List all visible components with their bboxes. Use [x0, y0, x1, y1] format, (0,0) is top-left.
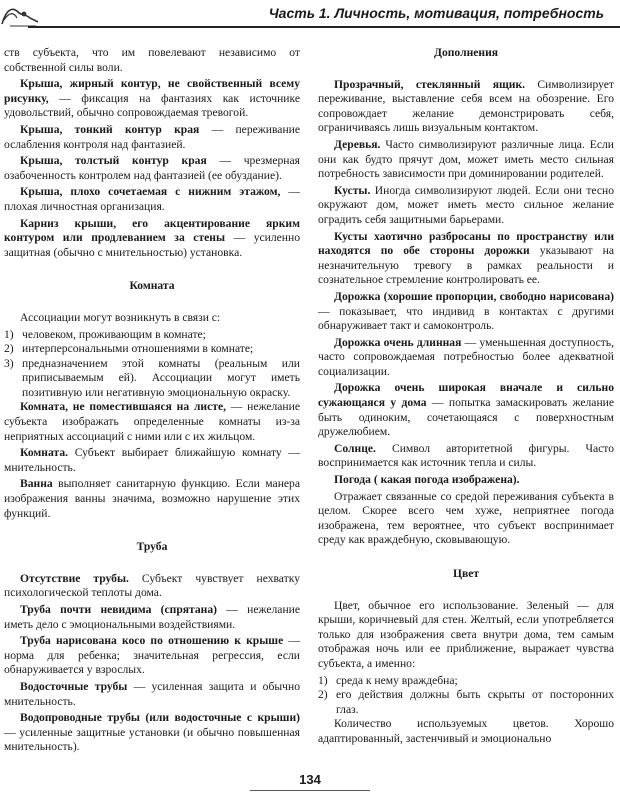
paragraph: Кусты. Иногда символизируют людей. Если они тесно окружают дом, может иметь место сильное желание оградить себя защитными барьерами.	[318, 183, 614, 226]
paragraph: Труба почти невидима (спрятана) — нежелание иметь дело с эмоциональными воздействиями.	[4, 603, 300, 631]
section-heading-color: Цвет	[452, 567, 480, 580]
paragraph: Водосточные трубы — усиленная защита и обычно мнительность.	[4, 679, 300, 708]
paragraph: Отсутствие трубы. Субъект чувствует нехватку психологической теплоты дома.	[4, 571, 300, 600]
section-heading-pipe: Труба	[136, 540, 168, 554]
page-header	[0, 0, 620, 30]
paragraph: Дорожка очень широкая вначале и сильно сужающаяся у дома — попытка замаскировать желание быть одиноким, сочетающаяся с поверхностным дружелюбием.	[318, 381, 614, 439]
color-list	[318, 674, 614, 718]
paragraph: Кусты хаотично разбросаны по пространству или находятся по обе стороны дорожки указывают на незначительную тревогу в рамках реальности и сознательное стремление контролировать ее.	[318, 229, 614, 287]
paragraph: Карниз крыши, его акцентирование ярким контуром или продлеванием за стены — усиленно защитная (обычно с мнительностью) установка.	[4, 216, 300, 259]
paragraph: Крыша, толстый контур края — чрезмерная озабоченность контролем над фантазией (ее обуздание).	[4, 154, 300, 182]
paragraph: Комната. Субъект выбирает ближайшую комнату — мнительность.	[4, 446, 300, 474]
right-column	[318, 46, 614, 749]
list-item: 2) интерперсональными отношениями в комнате;	[4, 342, 254, 356]
paragraph: Крыша, тонкий контур края — переживание ослабления контроля над фантазией.	[4, 122, 300, 151]
association-list	[4, 328, 300, 401]
list-item: 1) среда к нему враждебна;	[318, 673, 458, 687]
paragraph: Количество используемых цветов. Хорошо адаптированный, застенчивый и эмоционально	[318, 717, 614, 745]
page-number: 134	[299, 772, 321, 787]
list-item: 1) человеком, проживающим в комнате;	[4, 327, 206, 341]
paragraph: Дорожка очень длинная — уменьшенная доступность, часто сопровождаемая потребностью более адекватной социализации.	[318, 335, 614, 378]
paragraph: Отражает связанные со средой переживания субъекта в целом. Скорее всего чем хуже, неприятнее погода изображена, тем вероятнее, что субъект воспринимает среду как враждебную, сковывающую.	[318, 489, 614, 547]
paragraph: Комната, не поместившаяся на листе, — нежелание субъекта изображать определенные комнаты из-за неприятных ассоциаций с ними или с их жильцом.	[4, 400, 300, 443]
paragraph: ств субъекта, что им повелевают независимо от собственной силы воли.	[4, 46, 300, 74]
footer-divider	[250, 790, 370, 791]
left-column	[4, 46, 300, 757]
paragraph: Крыша, плохо сочетаемая с нижним этажом, — плохая личностная организация.	[4, 185, 300, 213]
section-heading-additions: Дополнения	[433, 46, 499, 59]
header-divider	[28, 26, 620, 28]
paragraph: Деревья. Часто символизируют различные лица. Если они как будто прячут дом, может иметь место сильная потребность зависимости при доминировании родителей.	[318, 137, 614, 181]
paragraph: Дорожка (хорошие пропорции, свободно нарисована) — показывает, что индивид в контактах с другими обнаруживает такт и самоконтроль.	[318, 289, 614, 333]
section-heading-room: Комната	[129, 279, 175, 293]
paragraph: Труба нарисована косо по отношению к крыше — норма для ребенка; значительная регрессия, если обнаруживается у взрослых.	[4, 634, 300, 677]
page-ornament-icon	[0, 2, 40, 28]
paragraph: Ассоциации могут возникнуть в связи с:	[20, 310, 221, 324]
paragraph: Ванна выполняет санитарную функцию. Если манера изображения ванны значима, возможно нарушение этих функций.	[4, 477, 300, 520]
paragraph: Прозрачный, стеклянный ящик. Символизирует переживание, выставление себя всем на обозрение. Его сопровождает желание демонстрировать себя, ограничиваясь лишь визуальным контактом.	[318, 77, 614, 135]
paragraph: Погода ( какая погода изображена).	[334, 473, 520, 487]
paragraph: Солнце. Символ авторитетной фигуры. Часто воспринимается как источник тепла и силы.	[318, 441, 614, 470]
paragraph: Водопроводные трубы (или водосточные с крыши) — усиленные защитные установки (и обычно повышенная мнительность).	[4, 711, 300, 754]
paragraph: Цвет, обычное его использование. Зеленый — для крыши, коричневый для стен. Желтый, если употребляется только для изображения света внутри дома, тем самым отображая ночь или ее приближение, выражает чувства субъекта, а именно:	[318, 598, 614, 670]
running-title: Часть 1. Личность, мотивация, потребность	[268, 5, 604, 21]
list-item: 3) предназначением этой комнаты (реальным или приписываемым ей). Ассоциации могут иметь позитивную или негативную эмоциональную окраску.	[4, 356, 300, 399]
paragraph: Крыша, жирный контур, не свойственный всему рисунку, — фиксация на фантазиях как источнике удовольствий, обычно сопровождаемая тревогой.	[4, 77, 300, 120]
list-item: 2) его действия должны быть скрыты от посторонних глаз.	[318, 688, 614, 716]
